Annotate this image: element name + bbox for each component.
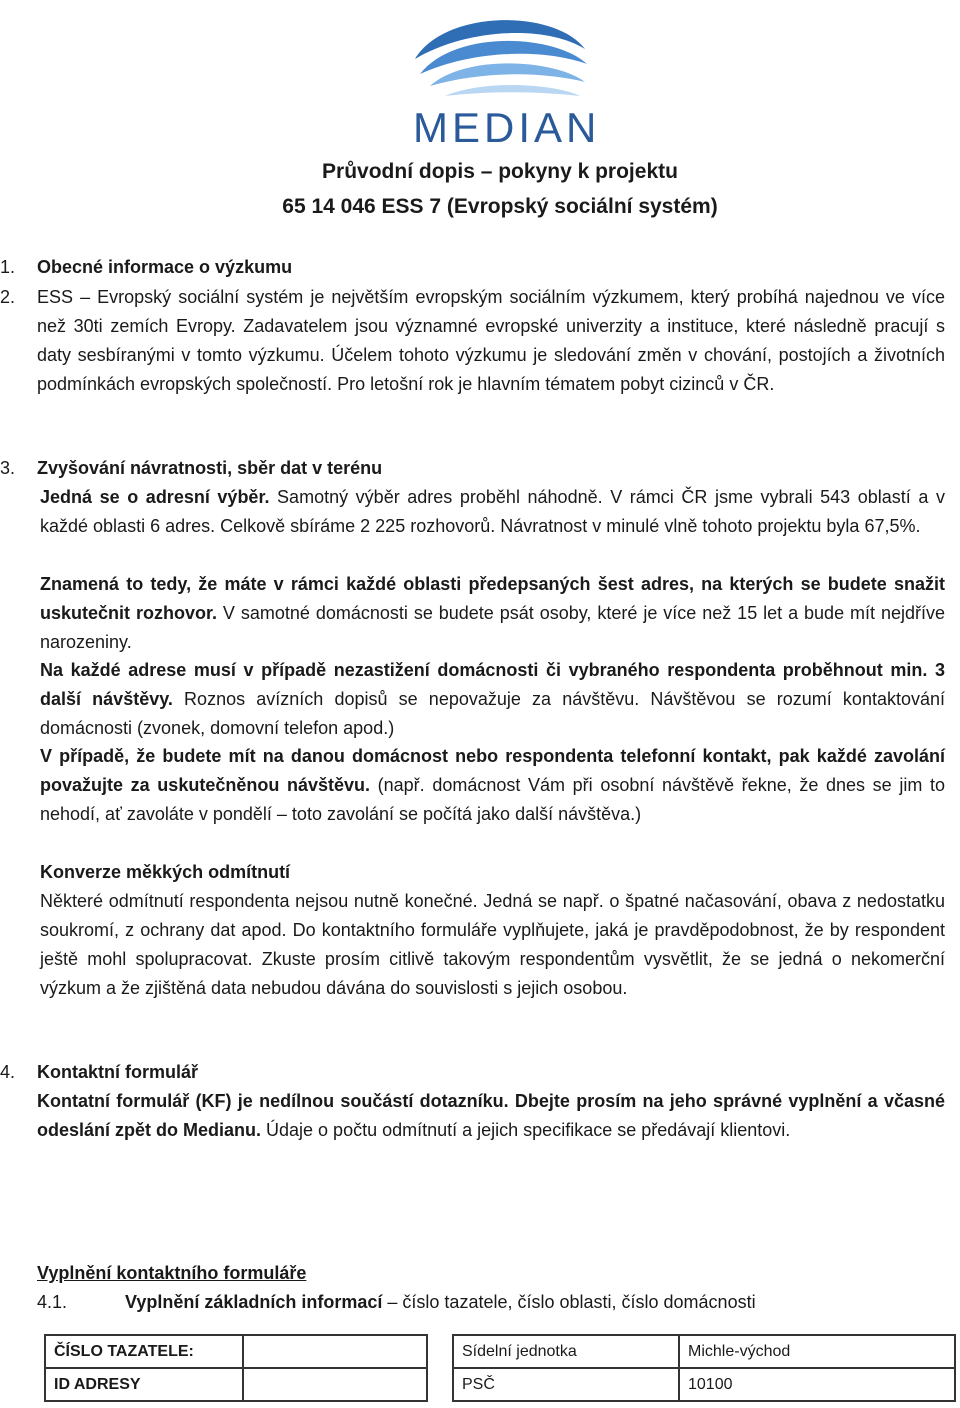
interviewer-number-field[interactable] <box>243 1335 427 1368</box>
table-row <box>453 1368 955 1401</box>
section-3-paragraph-1: Jedná se o adresní výběr. Samotný výběr adres proběhl náhodně. V rámci ČR jsme vybrali 543 oblastí a v každé oblasti 6 adres. Celkově sbíráme 2 225 rozhovorů. Návratnost v minulé vlně tohoto projektu byla 67,5%. <box>40 487 945 536</box>
location-form-table <box>452 1334 956 1402</box>
table-row <box>45 1368 427 1401</box>
form-fill-heading: Vyplnění kontaktního formuláře <box>37 1263 307 1283</box>
section-3-paragraph-2: Znamená to tedy, že máte v rámci každé oblasti předepsaných šest adres, na kterých se budete snažit uskutečnit rozhovor. V samotné domácnosti se budete psát osoby, které je více než 15 let a bude mít nejdříve narozeniny. <box>40 574 945 652</box>
section-4-number: 4. <box>0 1062 16 1082</box>
section-3-heading: Zvyšování návratnosti, sběr dat v terénu <box>37 458 383 478</box>
section-3-paragraph-3: Na každé adrese musí v případě nezastižení domácnosti či vybraného respondenta proběhnout min. 3 další návštěvy. Roznos avízních dopisů se nepovažuje za návštěvu. Návštěvou se rozumí kontaktování domácnosti (zvonek, domovní telefon apod.) <box>40 660 946 738</box>
median-logo <box>405 4 601 152</box>
median-logo-mark-icon <box>405 4 595 114</box>
postcode-label: PSČ <box>453 1368 679 1401</box>
section-3-number: 3. <box>0 458 16 478</box>
form-fill-label: Vyplnění základních informací – číslo tazatele, číslo oblasti, číslo domácnosti <box>125 1292 756 1312</box>
section-4-heading: Kontaktní formulář <box>37 1062 199 1082</box>
interviewer-number-label: ČÍSLO TAZATELE: <box>45 1335 243 1368</box>
interviewer-form-table <box>44 1334 428 1402</box>
settlement-label: Sídelní jednotka <box>453 1335 679 1368</box>
section-3-subheading: Konverze měkkých odmítnutí <box>40 862 291 882</box>
table-row <box>45 1335 427 1368</box>
page-title: Průvodní dopis – pokyny k projektu <box>322 160 678 183</box>
table-row <box>453 1335 955 1368</box>
section-3-paragraph-5: Některé odmítnutí respondenta nejsou nutně konečné. Jedná se např. o špatné načasování, obava z nedostatku soukromí, z ochrany dat apod. Do kontaktního formuláře vyplňujete, jaká je pravděpodobnost, že by respondent ještě mohl spolupracovat. Zkuste prosím citlivě takovým respondentům vysvětlit, že se jedná o nekomerční výzkum a že zjištěná data nebudou dávána do souvislosti s jejich osobou. <box>40 891 945 998</box>
section-1-heading: Obecné informace o výzkumu <box>37 257 293 277</box>
form-fill-number: 4.1. <box>37 1292 68 1312</box>
page-subtitle: 65 14 046 ESS 7 (Evropský sociální systém) <box>282 195 718 218</box>
logo-text: MEDIAN <box>413 104 601 151</box>
address-id-field[interactable] <box>243 1368 427 1401</box>
section-2-text: ESS – Evropský sociální systém je největším evropským sociálním výzkumem, který probíhá najednou ve více než 30ti zemích Evropy. Zadavatelem jsou významné evropské univerzity a instituce, které následně pracují s daty sesbíranými v tomto výzkumu. Účelem tohoto výzkumu je sledování změn v chování, postojích a životních podmínkách evropských společností. Pro letošní rok je hlavním tématem pobyt cizinců v ČR. <box>37 287 945 394</box>
settlement-value: Michle-východ <box>679 1335 955 1368</box>
section-4-paragraph: Kontatní formulář (KF) je nedílnou součástí dotazníku. Dbejte prosím na jeho správné vyplnění a včasné odeslání zpět do Medianu. Údaje o počtu odmítnutí a jejich specifikace se předávají klientovi. <box>37 1091 945 1140</box>
section-2-number: 2. <box>0 287 16 307</box>
section-3-paragraph-4: V případě, že budete mít na danou domácnost nebo respondenta telefonní kontakt, pak každé zavolání považujte za uskutečněnou návštěvu. (např. domácnost Vám při osobní návštěvě řekne, že dnes se jim to nehodí, ať zavoláte v pondělí – toto zavolání se počítá jako další návštěva.) <box>40 746 945 824</box>
postcode-value: 10100 <box>679 1368 955 1401</box>
section-1-number: 1. <box>0 257 16 277</box>
address-id-label: ID ADRESY <box>45 1368 243 1401</box>
